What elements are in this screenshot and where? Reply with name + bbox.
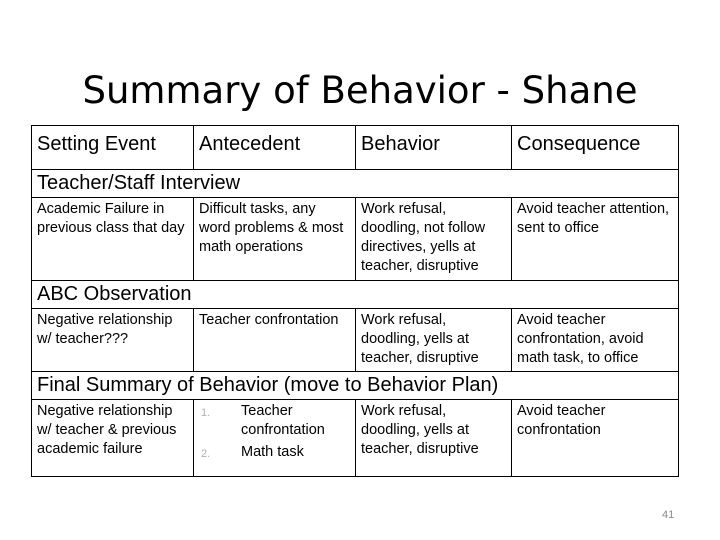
cell-behavior: Work refusal, doodling, yells at teacher, disruptive — [356, 400, 512, 477]
header-row — [32, 126, 679, 170]
cell-antecedent: Difficult tasks, any word problems & most math operations — [194, 198, 356, 281]
table-row — [32, 198, 679, 281]
header-consequence: Consequence — [512, 126, 679, 170]
table-row — [32, 309, 679, 372]
cell-behavior: Work refusal, doodling, not follow directives, yells at teacher, disruptive — [356, 198, 512, 281]
slide-title: Summary of Behavior - Shane — [82, 69, 638, 112]
list-number: 2. — [201, 448, 211, 460]
section-heading-interview: Teacher/Staff Interview — [32, 170, 679, 198]
header-antecedent: Antecedent — [194, 126, 356, 170]
list-item — [199, 402, 350, 440]
list-number: 1. — [201, 407, 211, 419]
section-heading-abc: ABC Observation — [32, 281, 679, 309]
behavior-summary-table — [31, 125, 679, 477]
cell-setting-event: Academic Failure in previous class that day — [32, 198, 194, 281]
cell-setting-event: Negative relationship w/ teacher & previous academic failure — [32, 400, 194, 477]
table-row — [32, 400, 679, 477]
list-item-text: Math task — [241, 444, 304, 460]
section-row-final — [32, 372, 679, 400]
antecedent-list — [199, 402, 350, 462]
cell-antecedent — [194, 400, 356, 477]
header-setting-event: Setting Event — [32, 126, 194, 170]
cell-setting-event: Negative relationship w/ teacher??? — [32, 309, 194, 372]
section-row-interview — [32, 170, 679, 198]
cell-consequence: Avoid teacher attention, sent to office — [512, 198, 679, 281]
page-number: 41 — [662, 509, 675, 521]
cell-behavior: Work refusal, doodling, yells at teacher, disruptive — [356, 309, 512, 372]
cell-consequence: Avoid teacher confrontation, avoid math task, to office — [512, 309, 679, 372]
cell-antecedent: Teacher confrontation — [194, 309, 356, 372]
header-behavior: Behavior — [356, 126, 512, 170]
list-item — [199, 443, 350, 462]
cell-consequence: Avoid teacher confrontation — [512, 400, 679, 477]
section-row-abc — [32, 281, 679, 309]
section-heading-final: Final Summary of Behavior (move to Behavior Plan) — [32, 372, 679, 400]
list-item-text: Teacher confrontation — [241, 403, 325, 438]
